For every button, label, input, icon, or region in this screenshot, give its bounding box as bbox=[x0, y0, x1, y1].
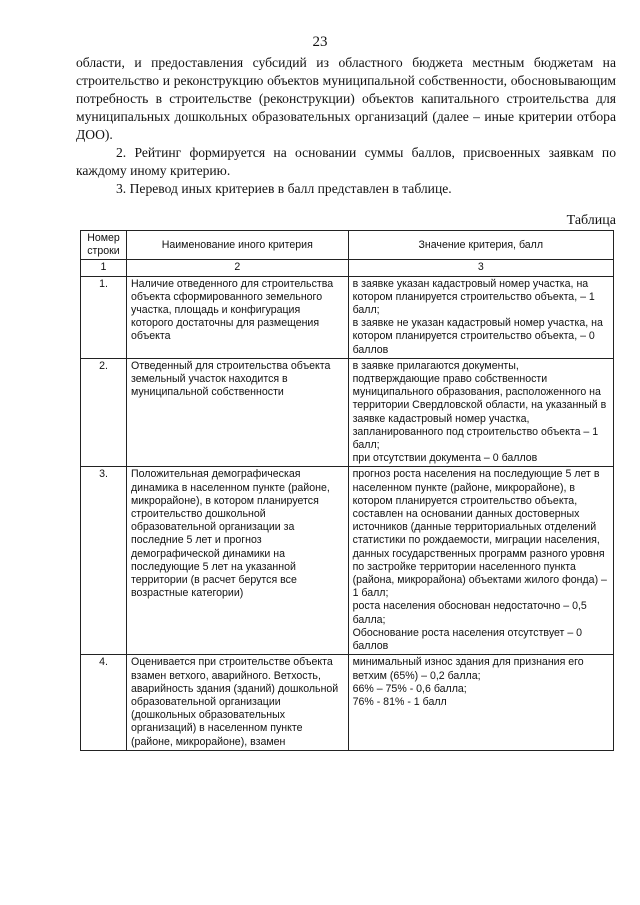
table-row bbox=[81, 358, 614, 467]
value-line: в заявке не указан кадастровый номер участка, на котором планируется строительство объекта, – 0 баллов bbox=[352, 317, 603, 356]
row-number: 2. bbox=[81, 358, 127, 467]
intro-text bbox=[76, 54, 616, 198]
intro-paragraph-1: области, и предоставления субсидий из областного бюджета местным бюджетам на строительство и реконструкцию объектов муниципальной собственности, обосновывающим потребность в строительстве (реконструкции) объектов капитального строительства для муниципальных дошкольных образовательных организаций (далее – иные критерии отбора ДОО). bbox=[76, 55, 616, 142]
criterion-value bbox=[348, 276, 613, 358]
table-row bbox=[81, 276, 614, 358]
value-line: в заявке прилагаются документы, подтверждающие право собственности муниципального образования, расположенного на территории Свердловской области, на указанный в заявке кадастровый номер участка, запланированного под строительство объекта – 1 балл; bbox=[352, 359, 607, 452]
value-line: роста населения обоснован недостаточно – 0,5 балла; bbox=[352, 600, 587, 626]
criterion-name: Наличие отведенного для строительства объекта сформированного земельного участка, площадь и конфигурация которого достаточны для размещения объекта bbox=[126, 276, 348, 358]
intro-paragraph-2: 2. Рейтинг формируется на основании суммы баллов, присвоенных заявкам по каждому иному критерию. bbox=[76, 145, 616, 178]
criterion-name: Отведенный для строительства объекта земельный участок находится в муниципальной собственности bbox=[126, 358, 348, 467]
column-number-3: 3 bbox=[348, 260, 613, 276]
header-row-number: Номер строки bbox=[81, 231, 127, 260]
value-line: Обоснование роста населения отсутствует – 0 баллов bbox=[352, 626, 583, 653]
table-caption: Таблица bbox=[566, 213, 616, 228]
intro-paragraph-3: 3. Перевод иных критериев в балл представлен в таблице. bbox=[116, 181, 452, 196]
table-row bbox=[81, 655, 614, 750]
column-number-2: 2 bbox=[126, 260, 348, 276]
value-line: в заявке указан кадастровый номер участка, на котором планируется строительство объекта, – 1 балл; bbox=[352, 277, 595, 317]
criterion-value bbox=[348, 358, 613, 467]
value-line: прогноз роста населения на последующие 5 лет в населенном пункте (районе, микрорайоне), в котором планируется строительство объекта, составлен на основании данных достоверных источников (данные территориальных отделений статистики по рождаемости, миграции населения, данных государственных программ разного уровня по застройке территории населенного пункта (района, микрорайона) объектами жилого фонда) – 1 балл; bbox=[352, 468, 607, 600]
page-number: 23 bbox=[312, 34, 328, 50]
value-line: минимальный износ здания для признания его ветхим (65%) – 0,2 балла; bbox=[352, 656, 584, 682]
value-line: 66% – 75% - 0,6 балла; bbox=[352, 682, 467, 695]
column-number-1: 1 bbox=[81, 260, 127, 276]
row-number: 3. bbox=[81, 467, 127, 655]
table-row bbox=[81, 467, 614, 655]
row-number: 4. bbox=[81, 655, 127, 750]
value-line: 76% - 81% - 1 балл bbox=[352, 695, 447, 708]
row-number: 1. bbox=[81, 276, 127, 358]
criterion-name: Оценивается при строительстве объекта взамен ветхого, аварийного. Ветхость, аварийность здания (зданий) дошкольной образовательной организации (дошкольных образовательных организаций) в населенном пункте (районе, микрорайоне), взамен bbox=[126, 655, 348, 750]
value-line: при отсутствии документа – 0 баллов bbox=[352, 452, 538, 465]
column-number-row bbox=[81, 260, 614, 276]
criterion-value bbox=[348, 655, 613, 750]
table-header-row bbox=[81, 231, 614, 260]
criterion-name: Положительная демографическая динамика в населенном пункте (районе, микрорайоне), в котором планируется строительство дошкольной образовательной организации за последние 5 лет и прогноз демографической динамики на последующие 5 лет на указанной территории (в расчет берутся все возрастные категории) bbox=[126, 467, 348, 655]
header-criterion-name: Наименование иного критерия bbox=[126, 231, 348, 260]
criterion-value bbox=[348, 467, 613, 655]
criteria-table bbox=[80, 230, 614, 751]
header-criterion-value: Значение критерия, балл bbox=[348, 231, 613, 260]
